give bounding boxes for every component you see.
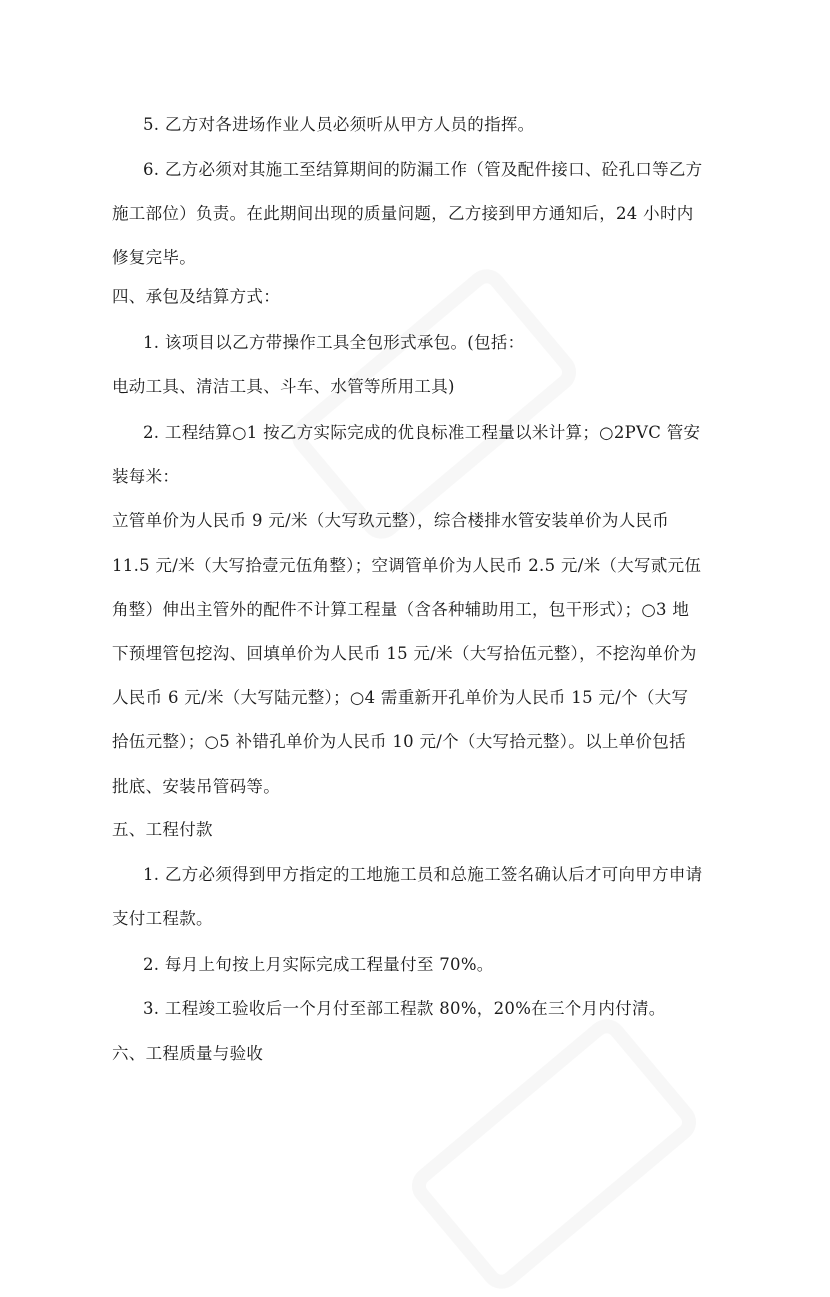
paragraph-line: 批底、安装吊管码等。: [112, 777, 280, 796]
paragraph-line: 立管单价为人民币 9 元/米（大写玖元整），综合楼排水管安装单价为人民币: [112, 511, 670, 530]
numbered-paragraph-line: 6. 乙方必须对其施工至结算期间的防漏工作（管及配件接口、砼孔口等乙方: [143, 160, 703, 179]
watermark: [404, 1011, 704, 1297]
paragraph-line: 11.5 元/米（大写拾壹元伍角整）；空调管单价为人民币 2.5 元/米（大写贰元伍: [112, 556, 702, 575]
paragraph-line: 六、工程质量与验收: [112, 1044, 264, 1063]
numbered-paragraph-line: 5. 乙方对各进场作业人员必须听从甲方人员的指挥。: [143, 115, 535, 134]
paragraph-line: 装每米：: [112, 467, 180, 486]
paragraph-line: 人民币 6 元/米（大写陆元整）；○4 需重新开孔单价为人民币 15 元/个（大写: [112, 688, 689, 707]
watermark: [284, 261, 584, 547]
numbered-paragraph-line: 3. 工程竣工验收后一个月付至部工程款 80%，20%在三个月内付清。: [143, 999, 666, 1018]
paragraph-line: 支付工程款。: [112, 909, 213, 928]
paragraph-line: 角整）伸出主管外的配件不计算工程量（含各种辅助用工，包干形式）；○3 地: [112, 600, 690, 619]
paragraph-line: 电动工具、清洁工具、斗车、水管等所用工具): [112, 377, 455, 396]
numbered-paragraph-line: 2. 工程结算○1 按乙方实际完成的优良标准工程量以米计算；○2PVC 管安: [143, 423, 701, 442]
numbered-paragraph-line: 1. 乙方必须得到甲方指定的工地施工员和总施工签名确认后才可向甲方申请: [143, 865, 703, 884]
paragraph-line: 拾伍元整）；○5 补错孔单价为人民币 10 元/个（大写拾元整）。以上单价包括: [112, 732, 686, 751]
numbered-paragraph-line: 1. 该项目以乙方带操作工具全包形式承包。(包括：: [143, 333, 525, 352]
paragraph-line: 五、工程付款: [112, 820, 213, 839]
paragraph-line: 修复完毕。: [112, 248, 196, 267]
paragraph-line: 下预埋管包挖沟、回填单价为人民币 15 元/米（大写拾伍元整），不挖沟单价为: [112, 644, 697, 663]
numbered-paragraph-line: 2. 每月上旬按上月实际完成工程量付至 70%。: [143, 955, 494, 974]
paragraph-line: 施工部位）负责。在此期间出现的质量问题，乙方接到甲方通知后，24 小时内: [112, 204, 694, 223]
paragraph-line: 四、承包及结算方式：: [112, 287, 280, 306]
